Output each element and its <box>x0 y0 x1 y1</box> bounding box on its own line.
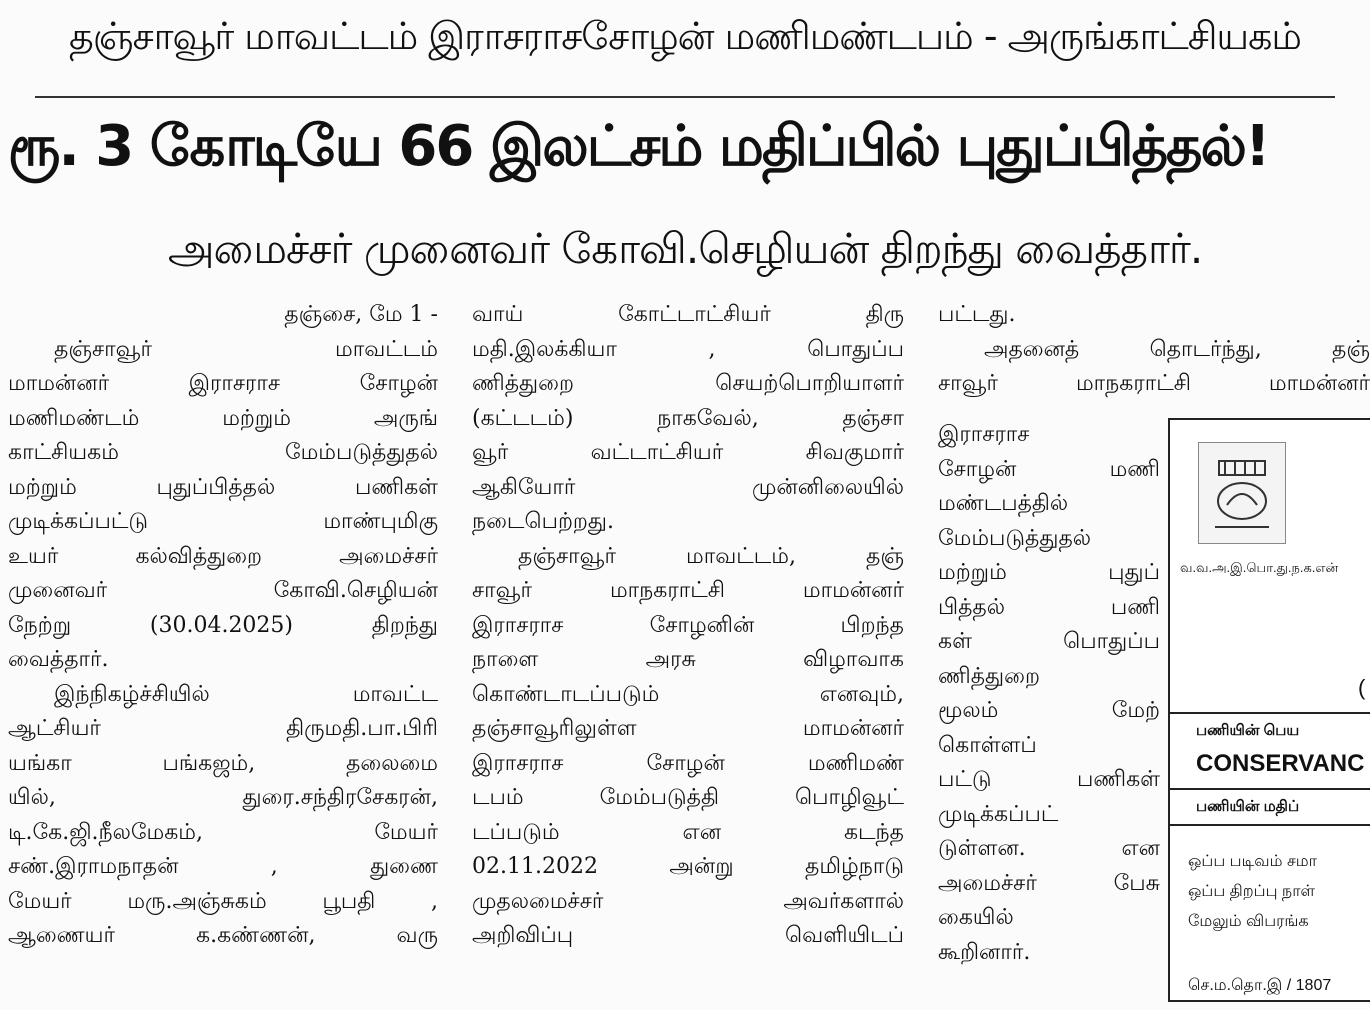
subheadline: அமைச்சர் முனைவர் கோவி.செழியன் திறந்து வைத்தார். <box>167 224 1203 273</box>
kicker-title: தஞ்சாவூர் மாவட்டம் இராசராசசோழன் மணிமண்டபம் - அருங்காட்சியகம் <box>69 14 1301 58</box>
article-line: இராசராச <box>938 422 1030 447</box>
advert-reference-code: வ.வ.அ.இ.பொ.து.ந.க.என் <box>1180 560 1339 575</box>
article-line: ஆகியோர் முன்னிலையில் <box>472 474 904 500</box>
article-dateline: தஞ்சை, மே 1 - <box>284 302 438 327</box>
article-column-3-top <box>938 298 1370 402</box>
article-line: டப்படும் என கடந்த <box>472 819 904 845</box>
article-line: ணித்துறை செயற்பொறியாளர் <box>472 371 904 396</box>
article-line: பட்டு பணிகள் <box>938 767 1160 792</box>
government-emblem-icon <box>1198 442 1286 544</box>
article-line: ஆணையர் க.கண்ணன், வரு <box>8 923 438 948</box>
work-name-label: பணியின் பெய <box>1196 722 1300 739</box>
article-line: முனைவர் கோவி.செழியன் <box>8 578 438 603</box>
advert-divider <box>1170 788 1370 790</box>
article-line: மண்டபத்தில் <box>938 491 1069 516</box>
advert-divider <box>1170 712 1370 714</box>
article-line: பித்தல் பணி <box>938 594 1160 620</box>
article-line: இராசராச சோழனின் பிறந்த <box>472 612 904 638</box>
article-line: நேற்று (30.04.2025) திறந்து <box>8 612 438 638</box>
article-line: மேயர் மரு.அஞ்சுகம் பூபதி , <box>8 888 438 914</box>
kicker-rule <box>35 96 1335 98</box>
advert-detail-line: ஒப்ப திறப்பு நாள் <box>1188 883 1315 900</box>
article-column-3-narrow <box>938 418 1160 970</box>
article-line: மற்றும் புதுப் <box>938 560 1160 585</box>
article-line: மாமன்னர் இராசராச சோழன் <box>8 371 438 396</box>
advert-divider <box>1170 824 1370 826</box>
article-line: டி.கே.ஜி.நீலமேகம், மேயர் <box>8 819 438 845</box>
article-line: தஞ்சாவூரிலுள்ள மாமன்னர் <box>472 716 904 741</box>
article-line: மணிமண்டம் மற்றும் அருங் <box>8 405 438 431</box>
article-line: அறிவிப்பு வெளியிடப் <box>472 923 904 948</box>
article-line: சாவூர் மாநகராட்சி மாமன்னர் <box>472 578 904 603</box>
article-column-2 <box>472 298 904 954</box>
article-line: காட்சியகம் மேம்படுத்துதல் <box>8 440 438 465</box>
article-line: வைத்தார். <box>8 647 109 672</box>
article-line: முதலமைச்சர் அவர்களால் <box>472 888 904 914</box>
work-value-label: பணியின் மதிப் <box>1196 798 1300 815</box>
article-line: கள் பொதுப்ப <box>938 629 1160 654</box>
advert-detail-line: ஒப்ப படிவம் சமா <box>1188 853 1318 870</box>
article-line: அமைச்சர் பேசு <box>938 870 1160 896</box>
article-line: மேம்படுத்துதல் <box>938 525 1092 551</box>
article-line: கொள்ளப் <box>938 732 1037 758</box>
article-line: கூறினார். <box>938 939 1031 965</box>
article-line: சோழன் மணி <box>938 456 1160 482</box>
work-name-value: CONSERVANC <box>1196 750 1365 777</box>
article-line: மற்றும் புதுப்பித்தல் பணிகள் <box>8 474 438 500</box>
article-line: (கட்டடம்) நாகவேல், தஞ்சா <box>472 405 904 431</box>
article-line: வாய் கோட்டாட்சியர் திரு <box>472 302 904 327</box>
article-line: கையில் <box>938 905 1014 930</box>
article-line: இராசராச சோழன் மணிமண் <box>472 750 904 776</box>
article-line: தஞ்சாவூர் மாவட்டம் <box>54 336 438 362</box>
article-line: அதனைத் தொடர்ந்து, தஞ் <box>984 336 1370 362</box>
article-column-1 <box>8 298 438 954</box>
article-line: வூர் வட்டாட்சியர் சிவகுமார் <box>472 440 904 465</box>
advert-parenthesis: ( <box>1358 675 1366 700</box>
tender-advert <box>1168 418 1370 1002</box>
article-line: நாளை அரசு விழாவாக <box>472 647 904 672</box>
article-line: முடிக்கப்பட் <box>938 801 1059 827</box>
article-line: யங்கா பங்கஜம், தலைமை <box>8 750 438 776</box>
article-line: உயர் கல்வித்துறை அமைச்சர் <box>8 543 438 569</box>
article-line: சாவூர் மாநகராட்சி மாமன்னர் <box>938 371 1370 396</box>
article-line: ஆட்சியர் திருமதி.பா.பிரி <box>8 716 438 741</box>
headline: ரூ. 3 கோடியே 66 இலட்சம் மதிப்பில் புதுப்பித்தல்! <box>8 114 1269 179</box>
article-line: டுள்ளன. என <box>938 836 1160 861</box>
article-line: கொண்டாடப்படும் எனவும், <box>472 681 904 707</box>
article-line: ணித்துறை <box>938 663 1040 689</box>
article-line: பட்டது. <box>938 302 1016 327</box>
article-line: மூலம் மேற் <box>938 698 1160 723</box>
article-line: டபம் மேம்படுத்தி பொழிவூட் <box>472 785 904 810</box>
article-line: மதி.இலக்கியா , பொதுப்ப <box>472 336 904 362</box>
article-line: சண்.இராமநாதன் , துணை <box>8 854 438 879</box>
article-line: இந்நிகழ்ச்சியில் மாவட்ட <box>54 681 438 707</box>
article-line: 02.11.2022 அன்று தமிழ்நாடு <box>472 854 904 879</box>
advert-footer-code: செ.ம.தொ.இ / 1807 <box>1188 977 1332 994</box>
article-line: தஞ்சாவூர் மாவட்டம், தஞ் <box>518 543 904 569</box>
article-line: நடைபெற்றது. <box>472 509 614 534</box>
article-line: யில், துரை.சந்திரசேகரன், <box>8 785 438 810</box>
advert-detail-line: மேலும் விபரங்க <box>1188 913 1309 930</box>
article-line: முடிக்கப்பட்டு மாண்புமிகு <box>8 509 438 534</box>
